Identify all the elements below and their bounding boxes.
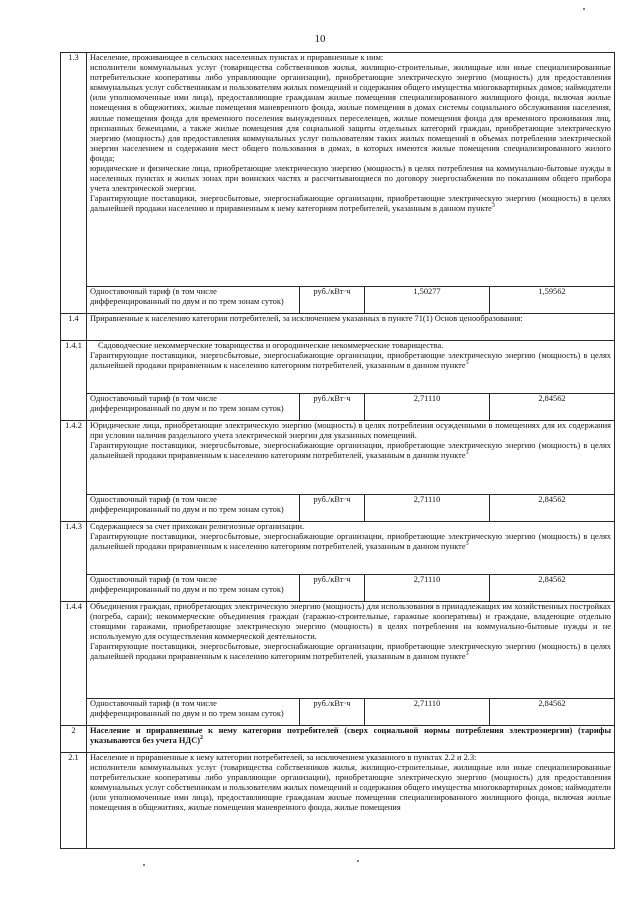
- desc-line: Население, проживающее в сельских населенных пунктах и приравненные к ним:: [90, 53, 384, 62]
- desc-line: Объединения граждан, приобретающих электрическую энергию (мощность) для использования в принадлежащих им хозяйственных постройках (погреба, сараи); некоммерческие объединения граждан (гаражно-строительные, гаражные кооперативы) и граждане, владеющие отдельно стоящими гаражами, приобретающие электрическую энергию (мощность) в целях потребления на коммунально-бытовые нужды и не используемую для осуществления коммерческой деятельности.: [90, 602, 611, 642]
- desc-line: Содержащиеся за счет прихожан религиозные организации.: [90, 522, 305, 531]
- table-row: [61, 753, 615, 849]
- tariff-value-period-1: 2,71110: [365, 575, 490, 602]
- tariff-value-period-1: 1,50277: [365, 287, 490, 314]
- desc-text: Гарантирующие поставщики, энергосбытовые, энергоснабжающие организации, приобретающие электрическую энергию (мощность) в целях дальнейшей продажи приравненным к населению категориям потребителей, указанным в данном пункте: [90, 351, 611, 371]
- tariff-value-period-2: 2,84562: [490, 495, 615, 522]
- scan-speck: [583, 8, 585, 10]
- desc-line: [90, 194, 611, 214]
- tariff-value-period-2: 2,84562: [490, 575, 615, 602]
- tariff-row: [61, 495, 615, 522]
- tariff-label: Одноставочный тариф (в том числе дифференцированный по двум и по трем зонам суток): [87, 575, 300, 602]
- desc-line: [90, 351, 611, 371]
- tariff-value-period-2: 2,84562: [490, 699, 615, 726]
- footnote-marker: 3: [465, 360, 469, 367]
- heading-text: Население и приравненные к нему категории потребителей (сверх социальной нормы потребления электроэнергии) (тарифы указываются без учета НДС): [90, 726, 611, 746]
- tariff-label: Одноставочный тариф (в том числе дифференцированный по двум и по трем зонам суток): [87, 394, 300, 421]
- row-number: 2: [61, 726, 87, 753]
- footnote-marker: 3: [465, 541, 469, 548]
- row-description: Приравненные к населению категории потребителей, за исключением указанных в пункте 71(1) Основ ценообразования:: [87, 314, 615, 341]
- row-description: [87, 522, 615, 575]
- desc-line: Садоводческие некоммерческие товарищества и огороднические некоммерческие товарищества.: [98, 341, 444, 350]
- desc-line: исполнители коммунальных услуг (товарищества собственников жилья, жилищно-строительные, жилищные или иные специализированные потребительские кооперативы либо управляющие организации), приобретающие электрическую энергию (мощность) для предоставления коммунальных услуг собственникам и пользователям жилых помещений и содержания общего имущества многоквартирных домов; наймодатели (или уполномоченные ими лица), предоставляющие гражданам жилые помещения специализированного жилищного фонда, включая жилые помещения в общежитиях, жилые помещения маневренного фонда, жилые помещения: [90, 763, 611, 813]
- tariff-label: Одноставочный тариф (в том числе дифференцированный по двум и по трем зонам суток): [87, 495, 300, 522]
- row-number: 2.1: [61, 753, 87, 849]
- row-description: [87, 421, 615, 495]
- desc-line: исполнители коммунальных услуг (товарищества собственников жилья, жилищно-строительные, жилищные или иные специализированные потребительские кооперативы либо управляющие организации), приобретающие электрическую энергию (мощность) для предоставления коммунальных услуг собственникам и пользователям жилых помещений и содержания общего имущества многоквартирных домов; наймодатели (или уполномоченные ими лица), предоставляющие гражданам жилые помещения специализированного жилищного фонда, включая жилые помещения в общежитиях, жилые помещения маневренного фонда, жилые помещения в домах системы социального обслуживания населения, жилые помещения фонда для временного поселения вынужденных переселенцев, жилые помещения фонда для временного проживания лиц, признанных беженцами, а также жилые помещения для социальной защиты отдельных категорий граждан, приобретающие электрическую энергию (мощность) для предоставления коммунальных услуг пользователям таких жилых помещений в объемах потребления электрической энергии населением и содержания мест общего пользования в домах, в которых имеются жилые помещения специализированного жилого фонда;: [90, 63, 611, 163]
- scan-speck: [357, 860, 359, 862]
- row-description: [87, 53, 615, 287]
- tariff-row: [61, 287, 615, 314]
- unit: руб./кВт·ч: [300, 495, 365, 522]
- row-number: 1.4.1: [61, 341, 87, 421]
- desc-text: Гарантирующие поставщики, энергосбытовые, энергоснабжающие организации, приобретающие электрическую энергию (мощность) в целях дальнейшей продажи приравненным к населению категориям потребителей, указанным в данном пункте: [90, 441, 611, 461]
- table-row: [61, 522, 615, 575]
- tariff-label: Одноставочный тариф (в том числе дифференцированный по двум и по трем зонам суток): [87, 699, 300, 726]
- desc-line: [90, 642, 611, 662]
- table-row: [61, 53, 615, 287]
- tariff-value-period-1: 2,71110: [365, 394, 490, 421]
- row-number: 1.4: [61, 314, 87, 341]
- footnote-marker: 3: [465, 450, 469, 457]
- tariff-row: [61, 699, 615, 726]
- table-row: [61, 314, 615, 341]
- footnote-marker: 3: [465, 651, 469, 658]
- desc-line: Юридические лица, приобретающие электрическую энергию (мощность) в целях потребления осужденными в помещениях для их содержания при условии наличия раздельного учета электрической энергии для указанных помещений.: [90, 421, 611, 441]
- scan-speck: [143, 864, 145, 866]
- row-number: 1.4.3: [61, 522, 87, 602]
- desc-line: [90, 532, 611, 552]
- desc-text: Гарантирующие поставщики, энергосбытовые, энергоснабжающие организации, приобретающие электрическую энергию (мощность) в целях дальнейшей продажи приравненным к населению категориям потребителей, указанным в данном пункте: [90, 532, 611, 552]
- desc-line: юридические и физические лица, приобретающие электрическую энергию (мощность) в целях потребления на коммунально-бытовые нужды в населенных пунктах и жилых зонах при воинских частях и рассчитывающиеся по договору энергоснабжения по показаниям общего прибора учета электрической энергии.: [90, 164, 611, 194]
- unit: руб./кВт·ч: [300, 575, 365, 602]
- desc-line: [90, 441, 611, 461]
- desc-text: Гарантирующие поставщики, энергосбытовые, энергоснабжающие организации, приобретающие электрическую энергию (мощность) в целях дальнейшей продажи населению и приравненным к нему категориям потребителей, указанным в данном пункте: [90, 194, 611, 214]
- table-row: [61, 421, 615, 495]
- footnote-marker: 2: [200, 735, 204, 742]
- tariff-row: [61, 394, 615, 421]
- row-description: [87, 341, 615, 394]
- section-heading: [87, 726, 615, 753]
- tariff-table: [60, 52, 615, 849]
- tariff-value-period-2: 1,59562: [490, 287, 615, 314]
- table-row: [61, 341, 615, 394]
- page-number: 10: [314, 33, 326, 45]
- tariff-label: Одноставочный тариф (в том числе дифференцированный по двум и по трем зонам суток): [87, 287, 300, 314]
- tariff-value-period-2: 2,84562: [490, 394, 615, 421]
- footnote-marker: 3: [491, 203, 495, 210]
- row-number: 1.4.4: [61, 602, 87, 726]
- table-row: [61, 726, 615, 753]
- desc-text: Гарантирующие поставщики, энергосбытовые, энергоснабжающие организации, приобретающие электрическую энергию (мощность) в целях дальнейшей продажи приравненным к населению категориям потребителей, указанным в данном пункте: [90, 642, 611, 662]
- row-description: [87, 602, 615, 699]
- table-row: [61, 602, 615, 699]
- tariff-row: [61, 575, 615, 602]
- desc-line: Население и приравненные к нему категории потребителей, за исключением указанного в пунктах 2.2 и 2.3:: [90, 753, 477, 762]
- row-number: 1.4.2: [61, 421, 87, 522]
- tariff-value-period-1: 2,71110: [365, 495, 490, 522]
- tariff-value-period-1: 2,71110: [365, 699, 490, 726]
- unit: руб./кВт·ч: [300, 287, 365, 314]
- unit: руб./кВт·ч: [300, 394, 365, 421]
- row-description: [87, 753, 615, 849]
- unit: руб./кВт·ч: [300, 699, 365, 726]
- row-number: 1.3: [61, 53, 87, 314]
